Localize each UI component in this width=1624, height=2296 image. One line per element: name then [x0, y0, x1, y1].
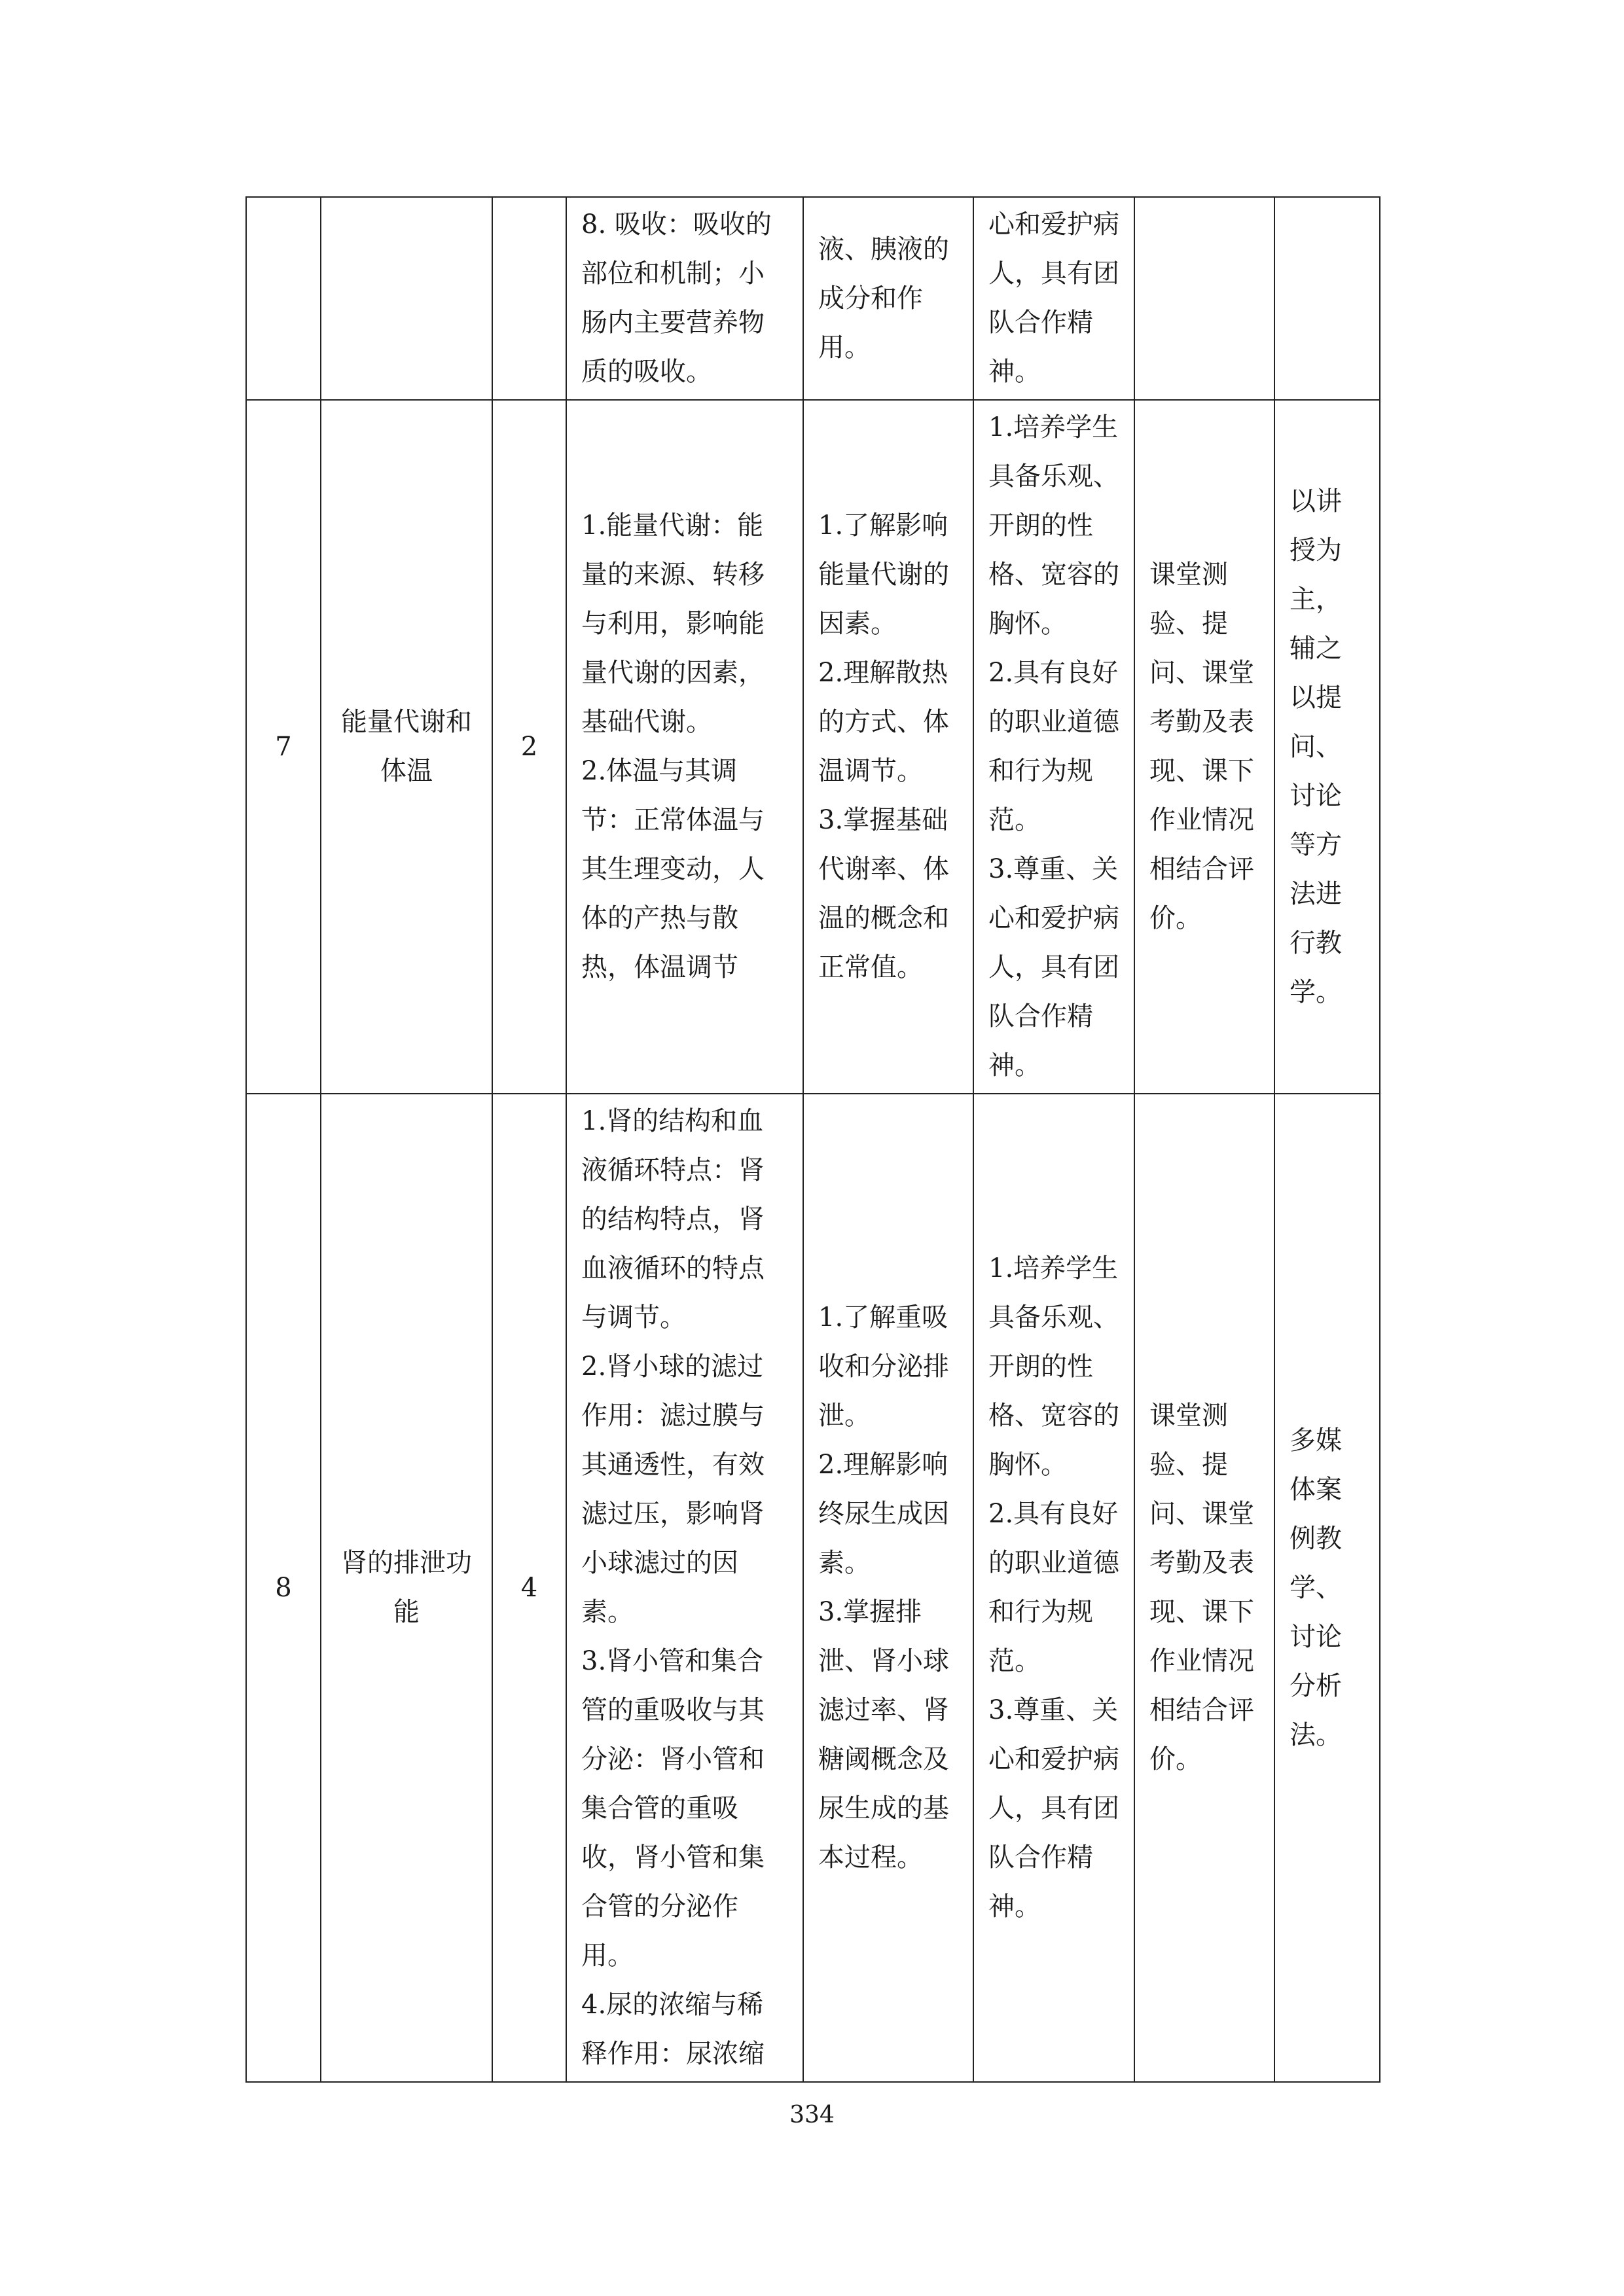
cell-teaching-content: 1.肾的结构和血液循环特点：肾的结构特点，肾血液循环的特点与调节。 2.肾小球的滤过作用：滤过膜与其通透性，有效滤过压，影响肾小球滤过的因素。 3.肾小管和集合管的重吸收与其分泌：肾小管和集合管的重吸收，肾小管和集合管的分泌作用。 4.尿的浓缩与稀释作用：尿浓缩 [566, 1094, 803, 2082]
table-row [246, 1094, 1380, 2082]
cell-hours [492, 197, 566, 400]
cell-hours: 4 [492, 1094, 566, 2082]
cell-number: 7 [246, 400, 321, 1094]
cell-number: 8 [246, 1094, 321, 2082]
course-table [245, 196, 1380, 2083]
cell-quality-goals: 心和爱护病人，具有团队合作精神。 [973, 197, 1134, 400]
cell-number [246, 197, 321, 400]
cell-hours: 2 [492, 400, 566, 1094]
cell-knowledge-goals: 液、胰液的成分和作用。 [803, 197, 973, 400]
cell-teaching-method [1274, 197, 1380, 400]
cell-unit-title [321, 197, 492, 400]
table-row [246, 197, 1380, 400]
table-row [246, 400, 1380, 1094]
cell-quality-goals: 1.培养学生具备乐观、开朗的性格、宽容的胸怀。 2.具有良好的职业道德和行为规范。 3.尊重、关心和爱护病人，具有团队合作精神。 [973, 1094, 1134, 2082]
cell-unit-title: 肾的排泄功能 [321, 1094, 492, 2082]
cell-teaching-content: 8. 吸收：吸收的部位和机制；小肠内主要营养物质的吸收。 [566, 197, 803, 400]
cell-teaching-method: 以讲授为主，辅之以提问、讨论等方法进行教学。 [1274, 400, 1380, 1094]
cell-teaching-content: 1.能量代谢：能量的来源、转移与利用，影响能量代谢的因素，基础代谢。 2.体温与其调节：正常体温与其生理变动，人体的产热与散热，体温调节 [566, 400, 803, 1094]
cell-assessment: 课堂测验、提问、课堂考勤及表现、课下作业情况相结合评价。 [1134, 1094, 1274, 2082]
cell-unit-title: 能量代谢和体温 [321, 400, 492, 1094]
cell-assessment [1134, 197, 1274, 400]
cell-assessment: 课堂测验、提问、课堂考勤及表现、课下作业情况相结合评价。 [1134, 400, 1274, 1094]
cell-knowledge-goals: 1.了解重吸收和分泌排泄。 2.理解影响终尿生成因素。 3.掌握排泄、肾小球滤过率、肾糖阈概念及尿生成的基本过程。 [803, 1094, 973, 2082]
cell-teaching-method: 多媒体案例教学、讨论分析法。 [1274, 1094, 1380, 2082]
cell-quality-goals: 1.培养学生具备乐观、开朗的性格、宽容的胸怀。 2.具有良好的职业道德和行为规范。 3.尊重、关心和爱护病人，具有团队合作精神。 [973, 400, 1134, 1094]
cell-knowledge-goals: 1.了解影响能量代谢的因素。 2.理解散热的方式、体温调节。 3.掌握基础代谢率、体温的概念和正常值。 [803, 400, 973, 1094]
page-number: 334 [789, 2102, 835, 2128]
